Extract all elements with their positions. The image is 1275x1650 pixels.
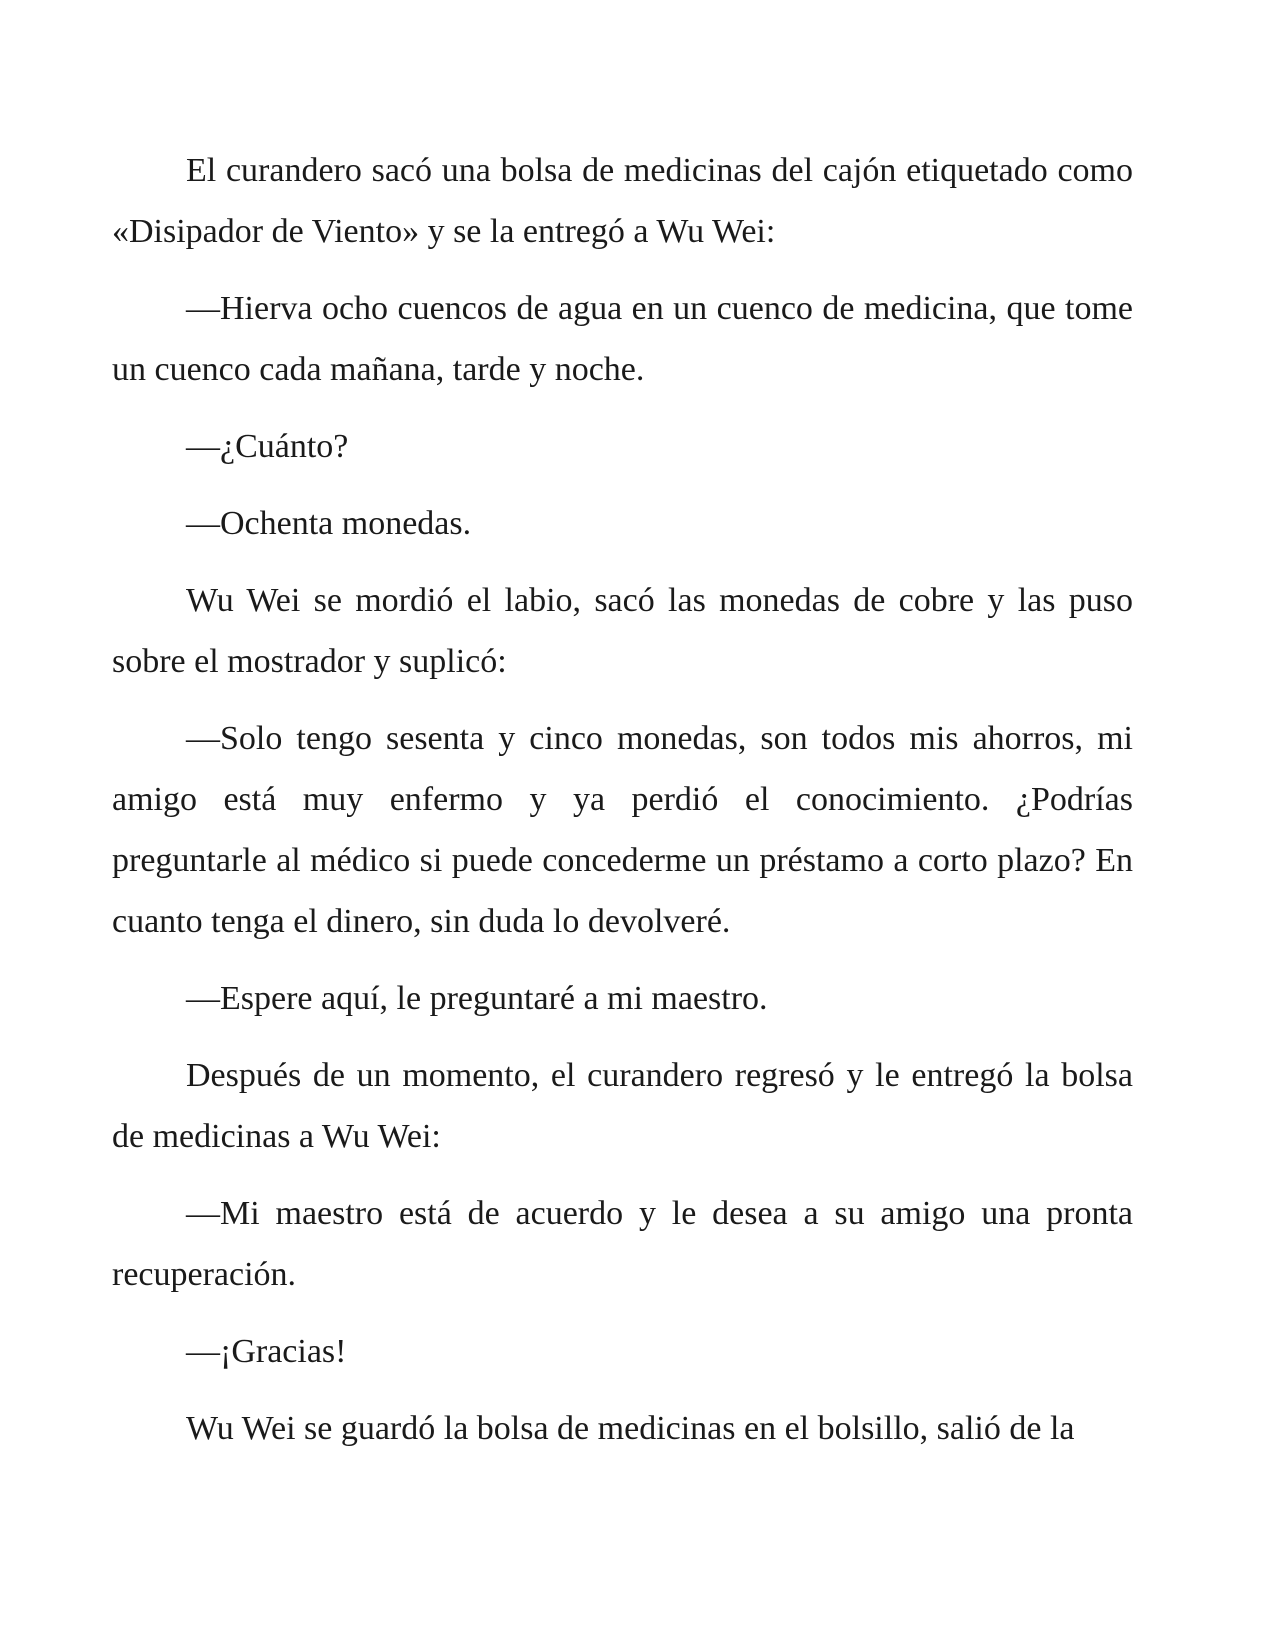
paragraph-6: —Solo tengo sesenta y cinco monedas, son todos mis ahorros, mi amigo está muy enfermo y ya perdió el conocimiento. ¿Podrías preguntarle al médico si puede concederme un préstamo a corto plazo? En cuanto tenga el dinero, sin duda lo devolveré. (112, 720, 1133, 940)
paragraph-11: Wu Wei se guardó la bolsa de medicinas en el bolsillo, salió de la (186, 1410, 1075, 1447)
paragraph-2: —Hierva ocho cuencos de agua en un cuenco de medicina, que tome un cuenco cada mañana, tarde y noche. (112, 290, 1133, 388)
paragraph-1: El curandero sacó una bolsa de medicinas del cajón etiquetado como «Disipador de Viento» y se la entregó a Wu Wei: (112, 152, 1133, 250)
paragraph-7: —Espere aquí, le preguntaré a mi maestro. (186, 980, 768, 1017)
paragraph-4: —Ochenta monedas. (186, 505, 472, 542)
paragraph-3: —¿Cuánto? (186, 428, 349, 465)
paragraph-8: Después de un momento, el curandero regresó y le entregó la bolsa de medicinas a Wu Wei: (112, 1057, 1133, 1155)
paragraph-9: —Mi maestro está de acuerdo y le desea a su amigo una pronta recuperación. (112, 1195, 1133, 1293)
paragraph-10: —¡Gracias! (186, 1333, 347, 1370)
body-text (112, 140, 1133, 1475)
paragraph-5: Wu Wei se mordió el labio, sacó las monedas de cobre y las puso sobre el mostrador y suplicó: (112, 582, 1133, 680)
